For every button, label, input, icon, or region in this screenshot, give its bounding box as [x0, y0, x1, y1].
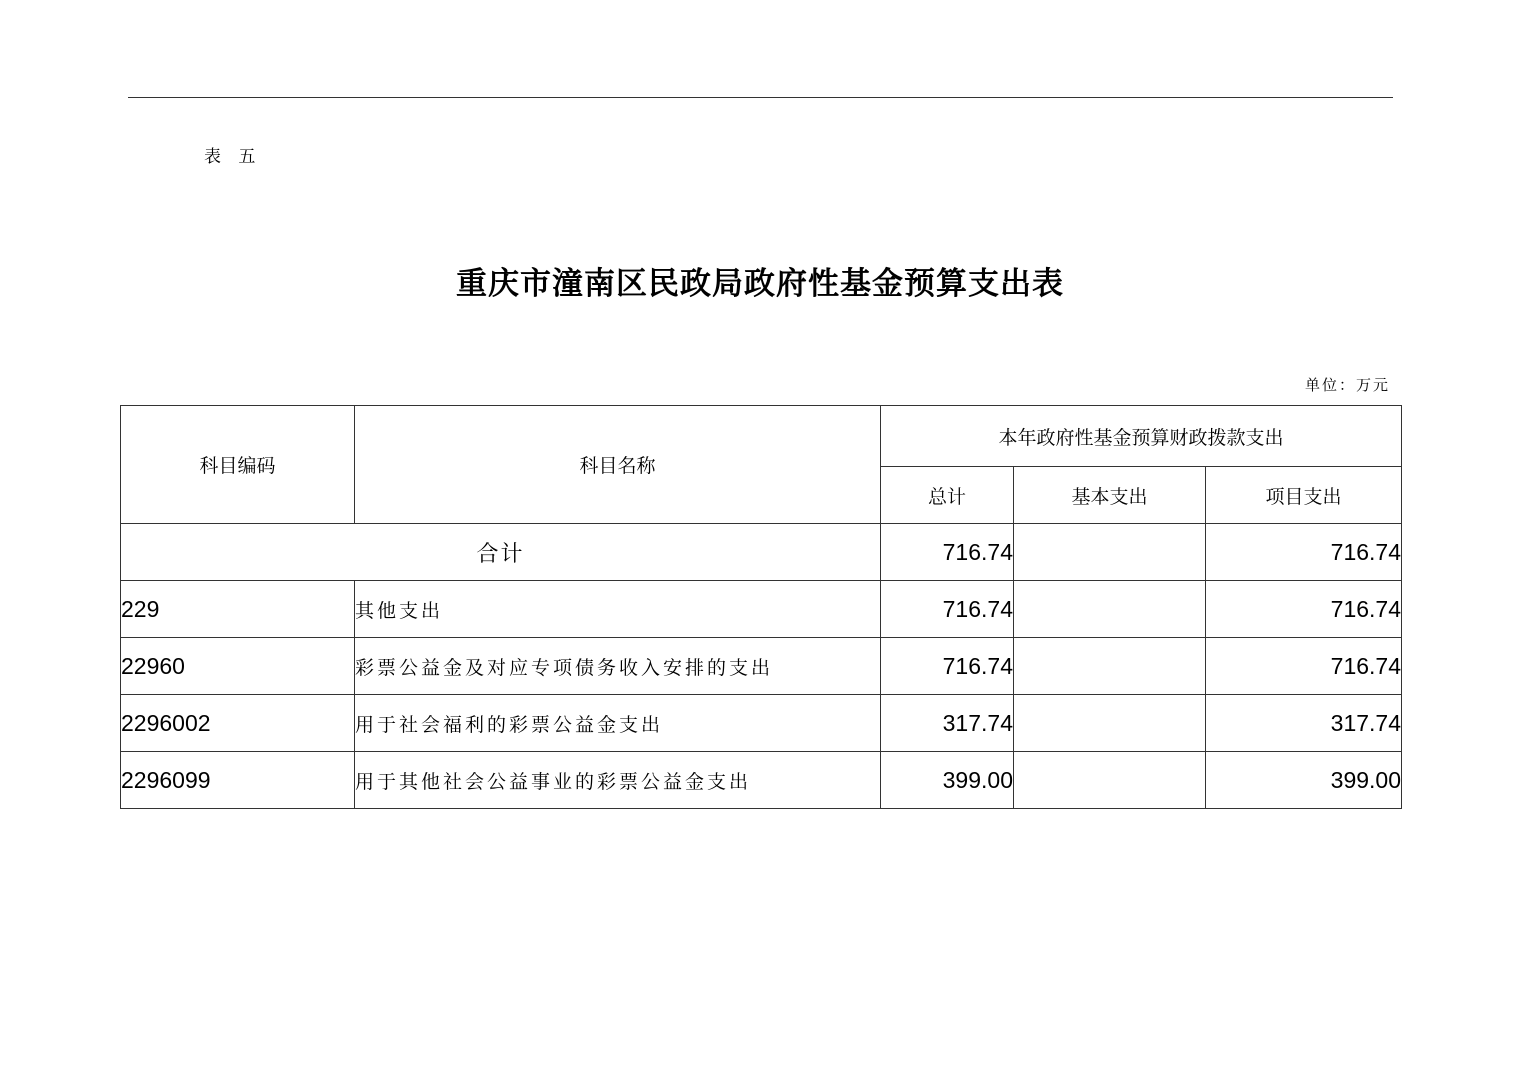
row-basic	[1014, 638, 1206, 695]
row-code: 2296099	[121, 752, 355, 809]
row-project: 716.74	[1206, 638, 1402, 695]
table-row	[121, 581, 1402, 638]
row-total: 399.00	[881, 752, 1014, 809]
summary-row	[121, 524, 1402, 581]
row-project: 716.74	[1206, 581, 1402, 638]
summary-basic	[1014, 524, 1206, 581]
table-number-label: 表 五	[204, 147, 262, 167]
col-header-name: 科目名称	[355, 406, 881, 524]
top-divider	[128, 97, 1393, 98]
row-total: 716.74	[881, 638, 1014, 695]
row-total: 716.74	[881, 581, 1014, 638]
col-header-code: 科目编码	[121, 406, 355, 524]
page-title: 重庆市潼南区民政局政府性基金预算支出表	[456, 266, 1064, 302]
header-row-1	[121, 406, 1402, 467]
col-header-group: 本年政府性基金预算财政拨款支出	[881, 406, 1402, 467]
row-name: 用于其他社会公益事业的彩票公益金支出	[355, 752, 881, 809]
row-code: 22960	[121, 638, 355, 695]
col-header-project: 项目支出	[1206, 467, 1402, 524]
row-basic	[1014, 581, 1206, 638]
row-code: 229	[121, 581, 355, 638]
summary-total: 716.74	[881, 524, 1014, 581]
row-project: 317.74	[1206, 695, 1402, 752]
row-name: 其他支出	[355, 581, 881, 638]
row-name: 彩票公益金及对应专项债务收入安排的支出	[355, 638, 881, 695]
col-header-basic: 基本支出	[1014, 467, 1206, 524]
row-total: 317.74	[881, 695, 1014, 752]
row-basic	[1014, 752, 1206, 809]
summary-label: 合计	[121, 524, 881, 581]
row-basic	[1014, 695, 1206, 752]
budget-table	[120, 405, 1402, 809]
row-project: 399.00	[1206, 752, 1402, 809]
unit-label: 单位：万元	[1304, 376, 1390, 394]
row-code: 2296002	[121, 695, 355, 752]
summary-project: 716.74	[1206, 524, 1402, 581]
table-row	[121, 638, 1402, 695]
table-row	[121, 752, 1402, 809]
row-name: 用于社会福利的彩票公益金支出	[355, 695, 881, 752]
col-header-total: 总计	[881, 467, 1014, 524]
table-row	[121, 695, 1402, 752]
